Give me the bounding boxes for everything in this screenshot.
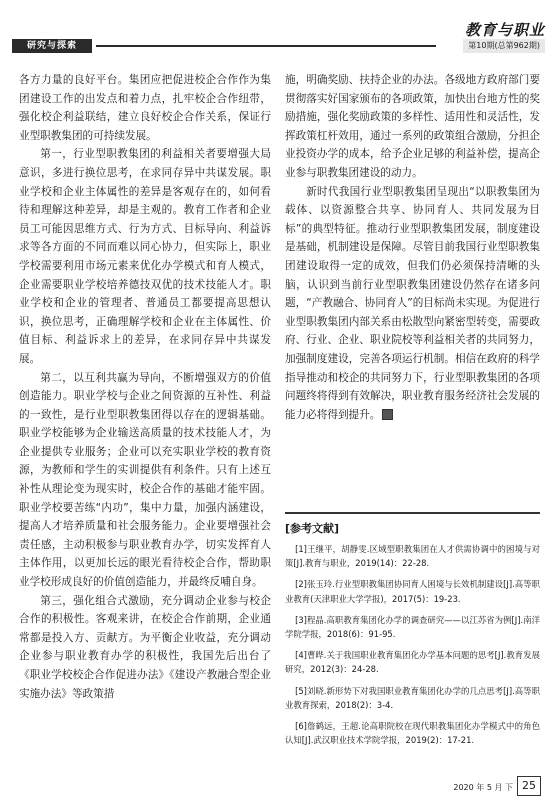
reference-item: [2]张玉玲.行业型职教集团协同育人困境与长效机制建设[J].高等职业教育(天津职业大学学报)，2017(5)：19-23. [285,579,540,604]
paragraph [285,183,540,425]
paragraph: 第二，以互利共赢为导向，不断增强双方的价值创造能力。职业学校与企业之间资源的互补性、利益的一致性，是行业型职教集团得以存在的逻辑基础。职业学校能够为企业输送高质量的技术技能人才，为企业提供专业服务；企业可以充实职业学校的教育资源，为教师和学生的实训提供有利条件。只有上述互补性从理论变为现实时，校企合作的基础才能牢固。职业学校要苦练“内功”，集中力量，加强内涵建设，提高人才培养质量和社会服务能力。企业要增强社会责任感，主动积极参与职业教育办学，切实发挥育人主体作用，以更加长远的眼光看待校企合作，帮助职业学校形成良好的价值创造能力，并最终反哺自身。 [19,371,271,589]
left-column [19,71,271,703]
reference-item: [3]程晶.高职教育集团化办学的调查研究——以江苏省为例[J].南洋学院学报，2018(6)：91-95. [285,614,540,640]
references-section [285,512,540,754]
references-title: [参考文献] [285,522,340,535]
paragraph: 施，明确奖励、扶持企业的办法。各级地方政府部门要贯彻落实好国家颁布的各项政策，加快出台地方性的奖励措施，强化奖励政策的多样性、适用性和灵活性，发挥政策杠杆效用，通过一系列的政策组合激励，分担企业投资办学的成本，给予企业足够的利益补偿，提高企业参与职教集团建设的动力。 [285,74,540,179]
reference-item: [4]曹晔.关于我国职业教育集团化办学基本问题的思考[J].教育发展研究，2012(3)：24-28. [285,650,540,675]
paragraph: 第一，行业型职教集团的利益相关者要增强大局意识，多进行换位思考，在求同存异中共谋发展。职业学校和企业主体属性的差异是客观存在的，如何看待和理解这种差异，却是主观的。教育工作者和企业员工可能因思维方式、行为方式、目标导向、利益诉求等各方面的不同而难以同心协力，但实际上，职业学校需要利用市场元素来优化办学模式和育人模式，企业需要职业学校培养德技双优的技术技能人才。职业学校和企业的管理者、普通员工都要提高思想认识，换位思考，正确理解学校和企业在主体属性、价值目标、利益诉求上的差异，在求同存异中共谋发展。 [19,148,271,365]
section-tag: 研究与探索 [12,39,92,53]
header-rule [96,45,436,47]
paragraph: 各方力量的良好平台。集团应把促进校企合作作为集团建设工作的出发点和着力点，扎牢校企合作纽带，强化校企利益联结，建立良好校企合作关系，保证行业型职教集团的可持续发展。 [19,74,271,142]
paragraph-text: 新时代我国行业型职教集团呈现出“以职教集团为载体、以资源整合共享、协同育人、共同发展为目标”的典型特征。推动行业型职教集团发展，制度建设是基础，机制建设是保障。尽管目前我国行业型职教集团建设取得一定的成效，但我们仍必须保持清晰的头脑，认识到当前行业型职教集团建设仍然存在诸多问题，“产教融合、协同育人”的目标尚未实现。为促进行业型职教集团内部关系由松散型向紧密型转变，需要政府、行业、企业、职业院校等利益相关者的共同努力，加强制度建设，完善各项运行机制。相信在政府的科学指导推动和校企的共同努力下，行业型职教集团的各项问题终将得到有效解决，职业教育服务经济社会发展的能力必将得到提升。 [285,185,540,421]
page-number: 25 [517,776,541,796]
journal-name: 教育与职业 [464,21,545,39]
right-column [285,71,540,424]
paragraph: 第三，强化组合式激励，充分调动企业参与校企合作的积极性。客观来讲，在校企合作前期，企业通常都是投入方、贡献方。为平衡企业收益，充分调动企业参与职业教育办学的积极性，我国先后出台了《职业学校校企合作促进办法》《建设产教融合型企业实施办法》等政策措 [19,594,271,700]
end-mark-icon [382,409,393,420]
reference-item: [6]詹鹤远，王超.论高职院校在现代职教集团化办学模式中的角色认知[J].武汉职业技术学院学报，2019(2)：17-21. [285,721,540,746]
issue-number: 第10期(总第962期) [463,39,545,53]
reference-item: [1]王继平，胡静雯.区域型职教集团在人才供需协调中的困境与对策[J].教育与职业，2019(14)：22-28. [285,544,540,569]
footer-date: 2020 年 5 月 下 [453,783,513,792]
reference-item: [5]刘晓.新形势下对我国职业教育集团化办学的几点思考[J].高等职业教育探索，2018(2)：3-4. [285,685,540,710]
